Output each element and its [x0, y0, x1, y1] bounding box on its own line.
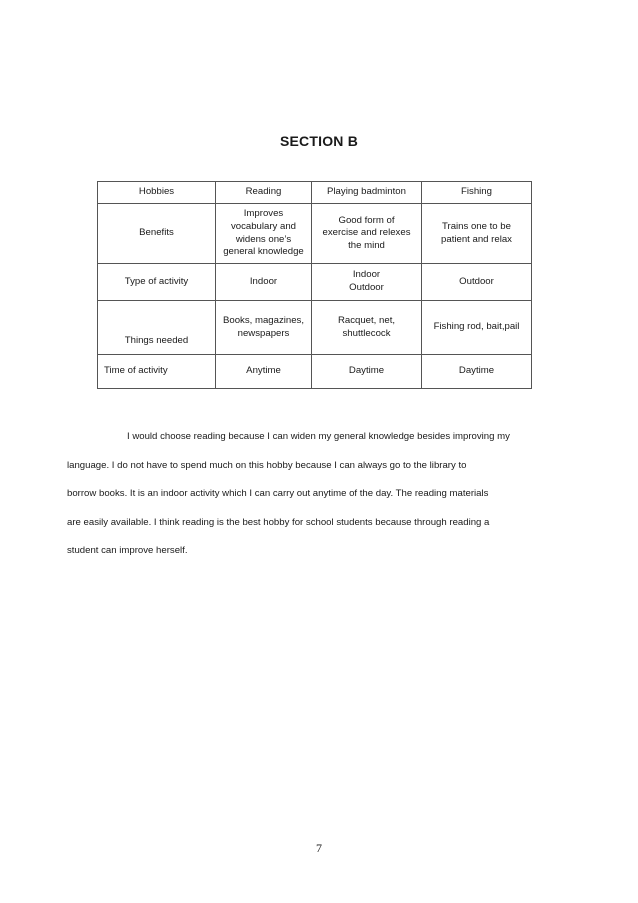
table-cell — [216, 355, 312, 389]
table-row-things-needed — [98, 301, 532, 355]
cell-line: shuttlecock — [342, 327, 391, 339]
table-cell — [422, 204, 532, 264]
cell-line: Indoor — [352, 269, 381, 281]
row-label-things-needed: Things needed — [98, 301, 216, 355]
table-row-benefits — [98, 204, 532, 264]
cell-line: widens one’s — [235, 233, 292, 245]
row-label-time-of-activity: Time of activity — [98, 355, 216, 389]
table-header-cell: Reading — [216, 182, 312, 204]
page-number: 7 — [316, 841, 322, 855]
section-title: SECTION B — [279, 133, 359, 149]
table-row-type-of-activity — [98, 264, 532, 301]
table-header-cell: Fishing — [422, 182, 532, 204]
cell-line: general knowledge — [223, 246, 304, 258]
cell-line: Outdoor — [349, 282, 384, 293]
cell-line: the mind — [348, 239, 385, 251]
table-cell — [312, 301, 422, 355]
hobbies-table — [97, 181, 532, 389]
cell-line: vocabulary and — [230, 220, 297, 232]
essay-line: borrow books. It is an indoor activity which I can carry out anytime of the day. The reading materials — [67, 488, 489, 499]
table-header-row — [98, 182, 532, 204]
table-cell — [422, 301, 532, 355]
table-cell — [312, 204, 422, 264]
cell-line: Improves — [243, 208, 284, 220]
table-cell — [312, 264, 422, 301]
row-label-type-of-activity: Type of activity — [98, 264, 216, 301]
cell-line: Daytime — [348, 365, 385, 377]
essay-line: are easily available. I think reading is the best hobby for school students because through reading a — [67, 516, 490, 528]
table-cell — [216, 204, 312, 264]
table-cell — [216, 301, 312, 355]
cell-line: Books, magazines, — [222, 314, 305, 326]
cell-line: exercise and relexes — [322, 227, 411, 239]
essay-line: language. I do not have to spend much on this hobby because I can always go to the library to — [67, 459, 467, 471]
table-cell — [312, 355, 422, 389]
table-cell — [422, 355, 532, 389]
row-label-benefits: Benefits — [98, 204, 216, 264]
essay-line: I would choose reading because I can widen my general knowledge besides improving my — [127, 431, 510, 442]
essay-paragraph — [67, 423, 567, 566]
table-cell — [422, 264, 532, 301]
table-header-cell: Hobbies — [98, 182, 216, 204]
cell-line: newspapers — [237, 327, 290, 339]
cell-line: patient and relax — [441, 233, 512, 245]
cell-line: Racquet, net, — [337, 314, 396, 326]
cell-line: Indoor — [249, 275, 278, 287]
cell-line: Anytime — [246, 365, 281, 377]
cell-line: Outdoor — [459, 275, 494, 287]
table-cell — [216, 264, 312, 301]
cell-line: Trains one to be — [442, 220, 511, 232]
cell-line: Fishing rod, bait,pail — [433, 321, 520, 333]
table-row-time-of-activity — [98, 355, 532, 389]
essay-line: student can improve herself. — [67, 545, 188, 556]
table-header-cell: Playing badminton — [312, 182, 422, 204]
cell-line: Good form of — [338, 214, 395, 226]
cell-line: Daytime — [458, 365, 495, 377]
